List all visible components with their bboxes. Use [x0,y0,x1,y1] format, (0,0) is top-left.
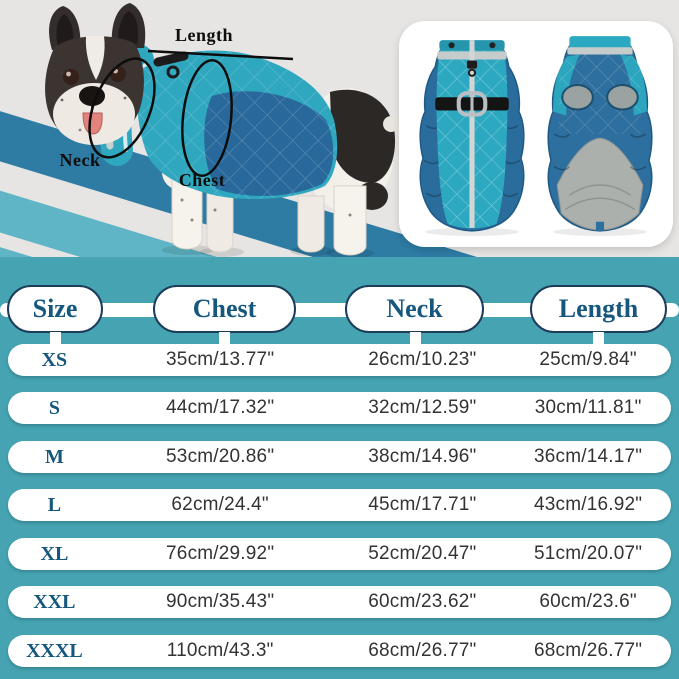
jacket-front-image [410,32,534,236]
chest-annotation: Chest [178,170,226,190]
length-value: 30cm/11.81" [534,397,642,418]
length-value: 68cm/26.77" [533,640,643,661]
neck-value: 60cm/23.62" [368,591,477,612]
table-row-m [8,441,671,473]
chest-value: 110cm/43.3" [166,640,274,661]
column-header-chest: Chest [153,285,296,333]
size-label: S [48,396,60,419]
column-header-size: Size [7,285,103,333]
chest-value: 76cm/29.92" [166,543,275,564]
length-value: 43cm/16.92" [533,494,643,515]
table-row-s [8,392,671,424]
neck-value: 52cm/20.47" [368,543,477,564]
neck-value: 38cm/14.96" [368,446,477,467]
length-value: 51cm/20.07" [533,543,643,564]
table-row-xl [8,538,671,570]
length-value: 60cm/23.6" [539,591,637,612]
length-value: 25cm/9.84" [539,349,637,370]
chest-value: 53cm/20.86" [166,446,275,467]
neck-value: 68cm/26.77" [368,640,477,661]
size-label: L [47,493,62,516]
table-row-xxxl [8,635,671,667]
jacket-back-image [538,32,662,236]
length-value: 36cm/14.17" [533,446,643,467]
size-label: XXXL [26,639,83,662]
chest-value: 35cm/13.77" [166,349,275,370]
neck-value: 45cm/17.71" [368,494,477,515]
table-row-xxl [8,586,671,618]
size-label: XXL [33,590,76,613]
size-label: M [44,445,64,468]
product-card [399,21,673,247]
chest-value: 62cm/24.4" [171,494,269,515]
length-annotation: Length [174,25,233,45]
column-header-length: Length [530,285,667,333]
neck-annotation: Neck [59,150,101,170]
table-row-l [8,489,671,521]
table-row-xs [8,344,671,376]
size-label: XS [41,348,68,371]
column-header-neck: Neck [345,285,484,333]
chest-value: 44cm/17.32" [166,397,275,418]
chest-value: 90cm/35.43" [166,591,275,612]
size-label: XL [40,542,69,565]
neck-value: 32cm/12.59" [368,397,477,418]
neck-value: 26cm/10.23" [368,349,477,370]
